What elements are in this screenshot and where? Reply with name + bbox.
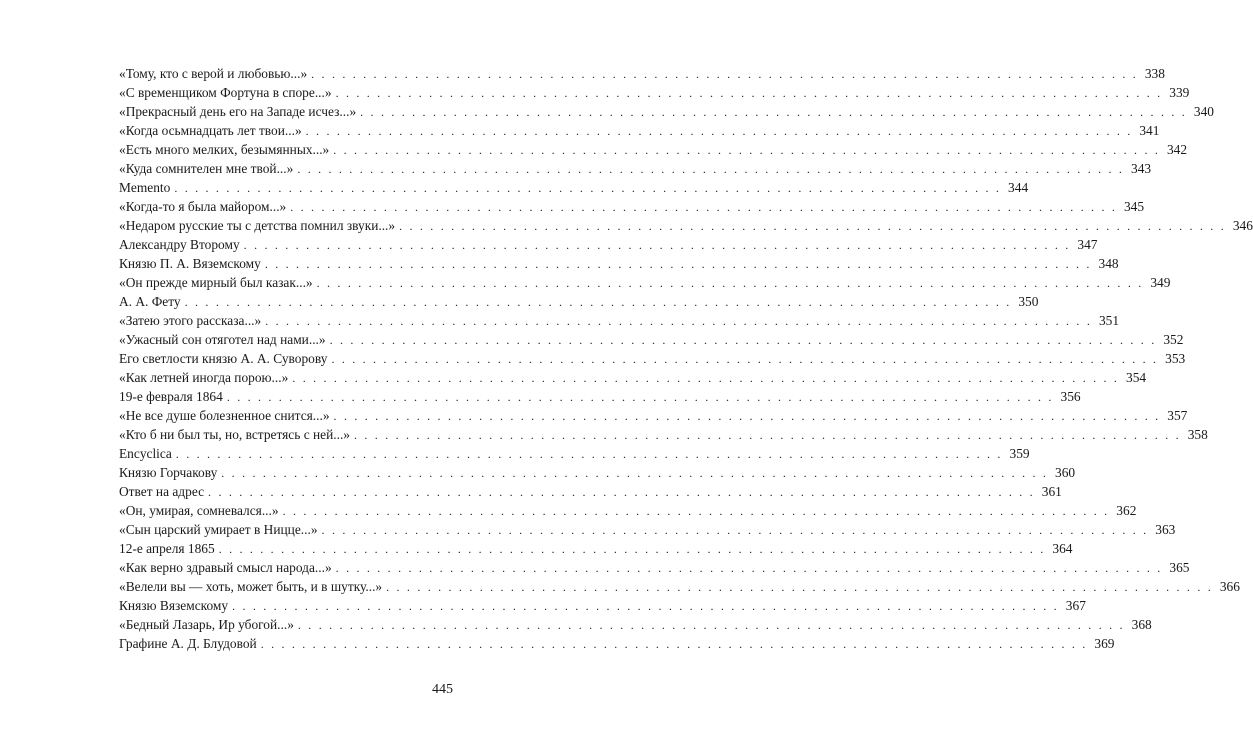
toc-entry-title: «Прекрасный день его на Западе исчез...» [119,104,357,119]
toc-entry-title: «Куда сомнителен мне твой...» [119,161,294,176]
dot-leader: . . . . . . . . . . . . . . . . . . . . . . . . . . . . . . . . . . . . . . . . . . . . . . . . . . . . . . . . . . . . . . . . . . . . . . . . . . . . . . . . [297,618,1125,632]
toc-entry-title: А. А. Фету [119,294,181,309]
toc-entry-page: 347 [1077,237,1098,252]
dot-leader: . . . . . . . . . . . . . . . . . . . . . . . . . . . . . . . . . . . . . . . . . . . . . . . . . . . . . . . . . . . . . . . . . . . . . . . . . . . . . . . . [331,352,1159,366]
dot-leader: . . . . . . . . . . . . . . . . . . . . . . . . . . . . . . . . . . . . . . . . . . . . . . . . . . . . . . . . . . . . . . . . . . . . . . . . . . . . . . . . [335,86,1163,100]
toc-entry [119,235,1098,254]
toc-entry-page: 368 [1131,617,1152,632]
toc-entry-title: «Бедный Лазарь, Ир убогой...» [119,617,294,632]
dot-leader: . . . . . . . . . . . . . . . . . . . . . . . . . . . . . . . . . . . . . . . . . . . . . . . . . . . . . . . . . . . . . . . . . . . . . . . . . . . . . . . . [386,580,1213,594]
toc-entry [119,463,1076,482]
dot-leader: . . . . . . . . . . . . . . . . . . . . . . . . . . . . . . . . . . . . . . . . . . . . . . . . . . . . . . . . . . . . . . . . . . . . . . . . . . . . . . . . [175,447,1003,461]
dot-leader: . . . . . . . . . . . . . . . . . . . . . . . . . . . . . . . . . . . . . . . . . . . . . . . . . . . . . . . . . . . . . . . . . . . . . . . . . . . . . . . . [333,409,1161,423]
toc-entry-page: 365 [1169,560,1190,575]
toc-entry-title: «Как летней иногда порою...» [119,370,289,385]
toc-entry-title: «Тому, кто с верой и любовью...» [119,66,308,81]
toc-entry-title: Александру Второму [119,237,240,252]
toc-entry-title: Графине А. Д. Блудовой [119,636,257,651]
dot-leader: . . . . . . . . . . . . . . . . . . . . . . . . . . . . . . . . . . . . . . . . . . . . . . . . . . . . . . . . . . . . . . . . . . . . . . . . . . . . . . . . [311,67,1138,81]
toc-entry-page: 353 [1165,351,1186,366]
toc-entry-page: 354 [1126,370,1147,385]
toc-entry [119,292,1039,311]
toc-entry-title: «Как верно здравый смысл народа...» [119,560,332,575]
toc-entry-page: 364 [1052,541,1073,556]
toc-entry [119,273,1171,292]
toc-entry [119,558,1190,577]
toc-entry-page: 362 [1116,503,1137,518]
dot-leader: . . . . . . . . . . . . . . . . . . . . . . . . . . . . . . . . . . . . . . . . . . . . . . . . . . . . . . . . . . . . . . . . . . . . . . . . . . . . . . . . [232,599,1059,613]
toc-entry-page: 346 [1232,218,1253,233]
dot-leader: . . . . . . . . . . . . . . . . . . . . . . . . . . . . . . . . . . . . . . . . . . . . . . . . . . . . . . . . . . . . . . . . . . . . . . . . . . . . . . . . [335,561,1163,575]
dot-leader: . . . . . . . . . . . . . . . . . . . . . . . . . . . . . . . . . . . . . . . . . . . . . . . . . . . . . . . . . . . . . . . . . . . . . . . . . . . . . . . . [282,504,1110,518]
dot-leader: . . . . . . . . . . . . . . . . . . . . . . . . . . . . . . . . . . . . . . . . . . . . . . . . . . . . . . . . . . . . . . . . . . . . . . . . . . . . . . . . [208,485,1035,499]
toc-entry-page: 352 [1163,332,1184,347]
toc-entry-title: Encyclica [119,446,172,461]
toc-entry [119,197,1145,216]
toc-entry-page: 361 [1041,484,1062,499]
table-of-contents [119,64,1253,653]
toc-entry [119,501,1137,520]
dot-leader: . . . . . . . . . . . . . . . . . . . . . . . . . . . . . . . . . . . . . . . . . . . . . . . . . . . . . . . . . . . . . . . . . . . . . . . . . . . . . . . . [243,238,1071,252]
toc-entry-title: «Велели вы — хоть, может быть, и в шутку...» [119,579,383,594]
toc-entry-title: Князю Вяземскому [119,598,229,613]
toc-entry-title: «Недаром русские ты с детства помнил звуки...» [119,218,396,233]
toc-entry-title: «Он, умирая, сомневался...» [119,503,279,518]
toc-entry-title: Его светлости князю А. А. Суворову [119,351,328,366]
dot-leader: . . . . . . . . . . . . . . . . . . . . . . . . . . . . . . . . . . . . . . . . . . . . . . . . . . . . . . . . . . . . . . . . . . . . . . . . . . . . . . . . [321,523,1149,537]
toc-entry [119,615,1152,634]
toc-entry-page: 349 [1150,275,1171,290]
dot-leader: . . . . . . . . . . . . . . . . . . . . . . . . . . . . . . . . . . . . . . . . . . . . . . . . . . . . . . . . . . . . . . . . . . . . . . . . . . . . . . . . [264,257,1092,271]
toc-entry [119,159,1152,178]
toc-entry [119,254,1119,273]
dot-leader: . . . . . . . . . . . . . . . . . . . . . . . . . . . . . . . . . . . . . . . . . . . . . . . . . . . . . . . . . . . . . . . . . . . . . . . . . . . . . . . . [290,200,1118,214]
toc-entry-title: «Сын царский умирает в Ницце...» [119,522,318,537]
dot-leader: . . . . . . . . . . . . . . . . . . . . . . . . . . . . . . . . . . . . . . . . . . . . . . . . . . . . . . . . . . . . . . . . . . . . . . . . . . . . . . . . [174,181,1002,195]
dot-leader: . . . . . . . . . . . . . . . . . . . . . . . . . . . . . . . . . . . . . . . . . . . . . . . . . . . . . . . . . . . . . . . . . . . . . . . . . . . . . . . . [297,162,1125,176]
dot-leader: . . . . . . . . . . . . . . . . . . . . . . . . . . . . . . . . . . . . . . . . . . . . . . . . . . . . . . . . . . . . . . . . . . . . . . . . . . . . . . . . [265,314,1093,328]
toc-entry-title: Князю Горчакову [119,465,218,480]
toc-entry [119,83,1190,102]
toc-entry [119,539,1073,558]
dot-leader: . . . . . . . . . . . . . . . . . . . . . . . . . . . . . . . . . . . . . . . . . . . . . . . . . . . . . . . . . . . . . . . . . . . . . . . . . . . . . . . . [226,390,1054,404]
toc-entry-page: 366 [1219,579,1240,594]
toc-entry-page: 356 [1060,389,1081,404]
toc-entry-page: 342 [1166,142,1188,157]
toc-entry [119,425,1208,444]
toc-entry-page: 358 [1187,427,1208,442]
toc-entry-page: 341 [1139,123,1160,138]
toc-entry-page: 359 [1009,446,1030,461]
toc-entry-title: 19-е февраля 1864 [119,389,223,404]
toc-entry-page: 351 [1098,313,1120,328]
toc-entry-page: 360 [1055,465,1076,480]
toc-entry-page: 344 [1008,180,1029,195]
toc-entry [119,102,1214,121]
toc-entry-title: «Есть много мелких, безымянных...» [119,142,330,157]
toc-entry-page: 340 [1193,104,1214,119]
dot-leader: . . . . . . . . . . . . . . . . . . . . . . . . . . . . . . . . . . . . . . . . . . . . . . . . . . . . . . . . . . . . . . . . . . . . . . . . . . . . . . . . [218,542,1046,556]
toc-entry [119,444,1030,463]
toc-entry-title: «Когда-то я была майором...» [119,199,287,214]
toc-entry-page: 343 [1131,161,1152,176]
toc-entry [119,64,1165,83]
toc-entry-title: «Не все душе болезненное снится...» [119,408,330,423]
toc-entry-title: «Когда осьмнадцать лет твои...» [119,123,302,138]
toc-entry [119,311,1120,330]
toc-entry [119,387,1081,406]
toc-entry-title: Ответ на адрес [119,484,205,499]
toc-entry-title: «Он прежде мирный был казак...» [119,275,313,290]
toc-entry [119,178,1029,197]
dot-leader: . . . . . . . . . . . . . . . . . . . . . . . . . . . . . . . . . . . . . . . . . . . . . . . . . . . . . . . . . . . . . . . . . . . . . . . . . . . . . . . . [305,124,1133,138]
dot-leader: . . . . . . . . . . . . . . . . . . . . . . . . . . . . . . . . . . . . . . . . . . . . . . . . . . . . . . . . . . . . . . . . . . . . . . . . . . . . . . . . [360,105,1187,119]
toc-entry [119,406,1188,425]
toc-entry-page: 357 [1167,408,1188,423]
toc-entry-title: «Ужасный сон отяготел над нами...» [119,332,326,347]
toc-entry-title: «С временщиком Фортуна в споре...» [119,85,332,100]
dot-leader: . . . . . . . . . . . . . . . . . . . . . . . . . . . . . . . . . . . . . . . . . . . . . . . . . . . . . . . . . . . . . . . . . . . . . . . . . . . . . . . . [260,637,1088,651]
toc-entry-page: 350 [1018,294,1039,309]
toc-entry-title: «Кто б ни был ты, но, встретясь с ней...» [119,427,350,442]
toc-entry [119,140,1188,159]
toc-entry [119,349,1186,368]
dot-leader: . . . . . . . . . . . . . . . . . . . . . . . . . . . . . . . . . . . . . . . . . . . . . . . . . . . . . . . . . . . . . . . . . . . . . . . . . . . . . . . . [184,295,1012,309]
dot-leader: . . . . . . . . . . . . . . . . . . . . . . . . . . . . . . . . . . . . . . . . . . . . . . . . . . . . . . . . . . . . . . . . . . . . . . . . . . . . . . . . [354,428,1181,442]
page-number: 445 [432,682,453,697]
toc-entry-page: 345 [1123,199,1145,214]
toc-entry [119,121,1160,140]
toc-entry-title: 12-е апреля 1865 [119,541,215,556]
toc-entry [119,482,1062,501]
toc-entry [119,216,1253,235]
dot-leader: . . . . . . . . . . . . . . . . . . . . . . . . . . . . . . . . . . . . . . . . . . . . . . . . . . . . . . . . . . . . . . . . . . . . . . . . . . . . . . . . [292,371,1120,385]
toc-entry-page: 338 [1144,66,1165,81]
toc-entry [119,520,1176,539]
toc-entry-page: 363 [1155,522,1176,537]
toc-entry [119,634,1115,653]
toc-entry-page: 367 [1065,598,1086,613]
dot-leader: . . . . . . . . . . . . . . . . . . . . . . . . . . . . . . . . . . . . . . . . . . . . . . . . . . . . . . . . . . . . . . . . . . . . . . . . . . . . . . . . [333,143,1161,157]
toc-entry-page: 348 [1098,256,1119,271]
dot-leader: . . . . . . . . . . . . . . . . . . . . . . . . . . . . . . . . . . . . . . . . . . . . . . . . . . . . . . . . . . . . . . . . . . . . . . . . . . . . . . . . [399,219,1226,233]
toc-entry [119,577,1240,596]
toc-entry [119,596,1086,615]
toc-entry-title: Князю П. А. Вяземскому [119,256,261,271]
toc-entry-title: «Затею этого рассказа...» [119,313,262,328]
toc-entry [119,368,1147,387]
toc-entry-page: 339 [1169,85,1190,100]
dot-leader: . . . . . . . . . . . . . . . . . . . . . . . . . . . . . . . . . . . . . . . . . . . . . . . . . . . . . . . . . . . . . . . . . . . . . . . . . . . . . . . . [221,466,1049,480]
dot-leader: . . . . . . . . . . . . . . . . . . . . . . . . . . . . . . . . . . . . . . . . . . . . . . . . . . . . . . . . . . . . . . . . . . . . . . . . . . . . . . . . [316,276,1144,290]
dot-leader: . . . . . . . . . . . . . . . . . . . . . . . . . . . . . . . . . . . . . . . . . . . . . . . . . . . . . . . . . . . . . . . . . . . . . . . . . . . . . . . . [329,333,1157,347]
toc-entry [119,330,1184,349]
toc-entry-page: 369 [1094,636,1115,651]
toc-entry-title: Memento [119,180,171,195]
